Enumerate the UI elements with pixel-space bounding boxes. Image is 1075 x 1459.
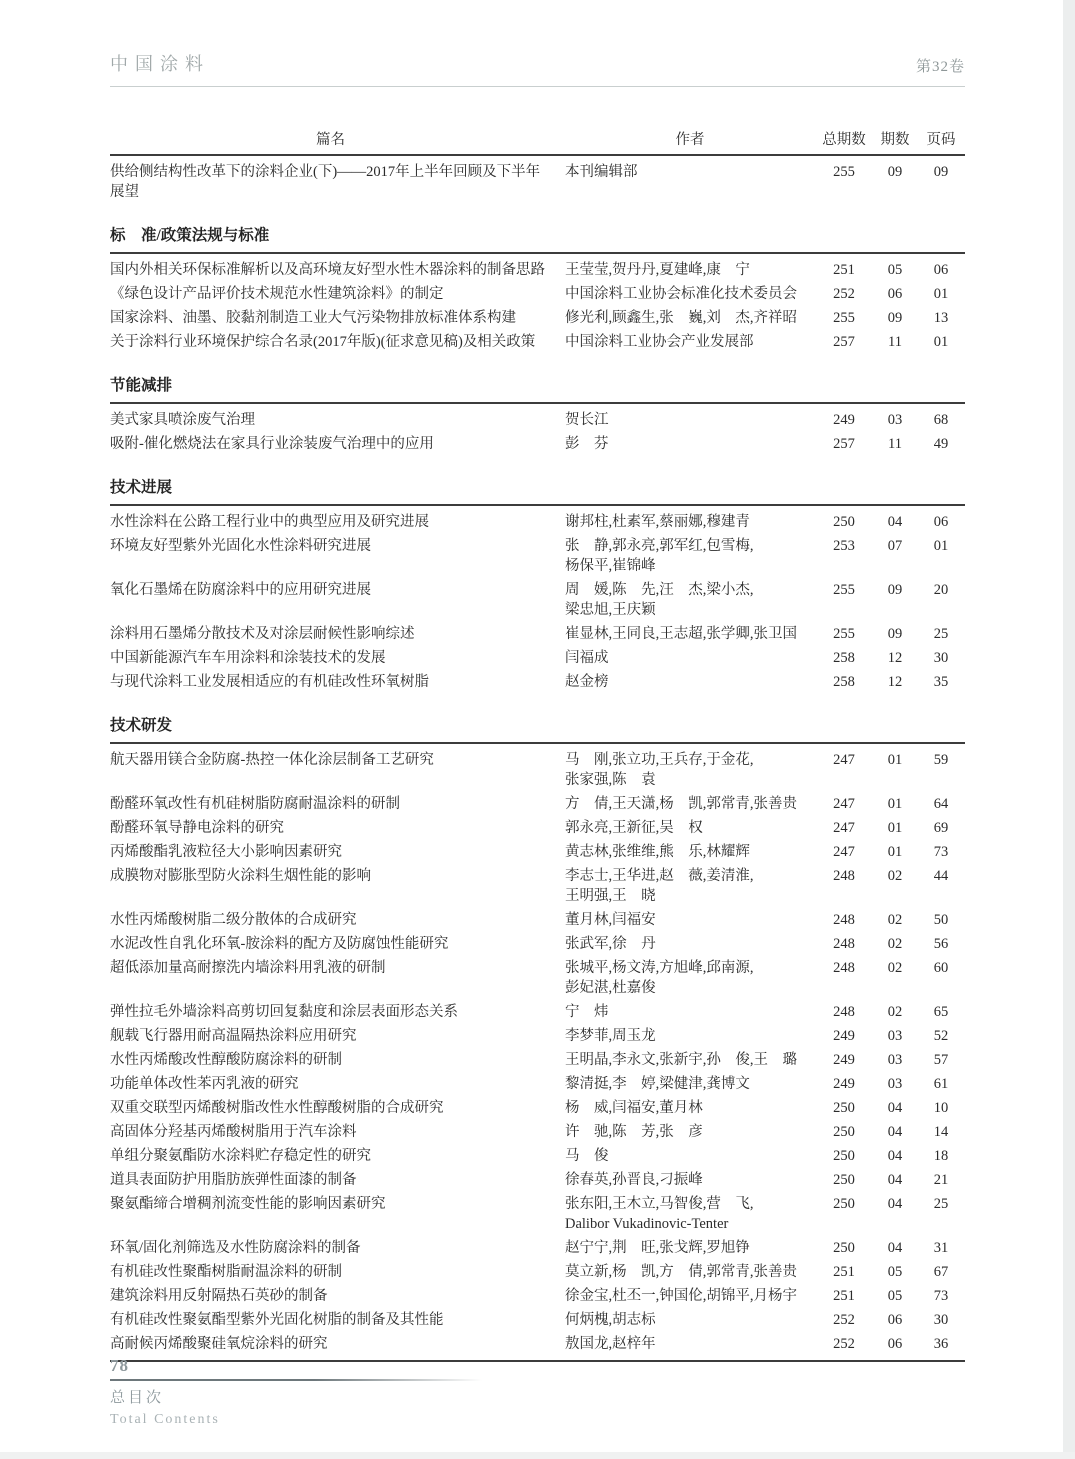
total-issue-number: 252 <box>833 1312 855 1328</box>
page-number: 31 <box>933 1240 949 1256</box>
section-header: 技术研发 <box>110 716 965 744</box>
page-number: 59 <box>933 752 949 768</box>
page-number: 57 <box>933 1052 949 1068</box>
article-authors <box>565 512 815 532</box>
article-authors <box>565 842 815 862</box>
article-authors <box>565 260 815 280</box>
article-authors <box>565 1122 815 1142</box>
page-number: 18 <box>933 1148 949 1164</box>
table-row <box>110 408 965 432</box>
article-title: 美式家具喷涂废气治理 <box>110 412 255 428</box>
article-title: 环境友好型紫外光固化水性涂料研究进展 <box>110 538 371 554</box>
total-issue-number: 250 <box>833 1124 855 1140</box>
total-issue-number: 248 <box>833 960 855 976</box>
footer-title-cn: 总目次 <box>110 1390 165 1406</box>
author-line: 梁忠旭,王庆颖 <box>565 602 656 618</box>
article-title: 水泥改性自乳化环氧-胺涂料的配方及防腐蚀性能研究 <box>110 936 449 952</box>
article-authors <box>565 1002 815 1022</box>
article-title: 弹性拉毛外墙涂料高剪切回复黏度和涂层表面形态关系 <box>110 1004 458 1020</box>
author-line: 杨保平,崔锦峰 <box>565 558 656 574</box>
page-number: 21 <box>933 1172 949 1188</box>
author-line: 徐春英,孙晋良,刁振峰 <box>565 1172 703 1188</box>
author-line: 彭 芬 <box>565 436 609 452</box>
issue-number: 04 <box>887 1124 903 1140</box>
page-number: 52 <box>933 1028 949 1044</box>
section-header: 标 准/政策法规与标准 <box>110 226 965 254</box>
table-row <box>110 160 965 204</box>
page-number: 65 <box>933 1004 949 1020</box>
volume-label: 第32卷 <box>915 59 965 75</box>
column-header-issue: 期数 <box>880 132 910 148</box>
table-header-row <box>110 128 965 156</box>
article-title: 与现代涂料工业发展相适应的有机硅改性环氧树脂 <box>110 674 429 690</box>
author-line: 黄志林,张维维,熊 乐,林耀辉 <box>565 844 750 860</box>
article-title: 水性涂料在公路工程行业中的典型应用及研究进展 <box>110 514 429 530</box>
table-row <box>110 1192 965 1236</box>
page-number: 67 <box>933 1264 949 1280</box>
issue-number: 04 <box>887 1240 903 1256</box>
table-row <box>110 578 965 622</box>
total-issue-number: 251 <box>833 262 855 278</box>
page-number: 30 <box>933 650 949 666</box>
article-authors <box>565 1098 815 1118</box>
issue-number: 01 <box>887 796 903 812</box>
article-authors <box>565 1238 815 1258</box>
author-line: 马 刚,张立功,王兵存,于金花, <box>565 752 754 768</box>
table-row <box>110 258 965 282</box>
author-line: 杨 威,闫福安,董月林 <box>565 1100 703 1116</box>
author-line: 李志士,王华进,赵 薇,姜清淮, <box>565 868 754 884</box>
issue-number: 05 <box>887 262 903 278</box>
article-authors <box>565 624 815 644</box>
journal-name: 中国涂料 <box>110 54 210 74</box>
author-line: 许 驰,陈 芳,张 彦 <box>565 1124 703 1140</box>
table-row <box>110 534 965 578</box>
total-issue-number: 258 <box>833 650 855 666</box>
issue-number: 05 <box>887 1264 903 1280</box>
article-title: 高固体分羟基丙烯酸树脂用于汽车涂料 <box>110 1124 357 1140</box>
issue-number: 03 <box>887 1028 903 1044</box>
article-title: 吸附-催化燃烧法在家具行业涂装废气治理中的应用 <box>110 436 434 452</box>
author-line: 董月林,闫福安 <box>565 912 656 928</box>
article-authors <box>565 1262 815 1282</box>
issue-number: 02 <box>887 868 903 884</box>
total-issue-number: 255 <box>833 582 855 598</box>
article-title: 聚氨酯缔合增稠剂流变性能的影响因素研究 <box>110 1196 386 1212</box>
table-row <box>110 1236 965 1260</box>
issue-number: 02 <box>887 960 903 976</box>
article-authors <box>565 1310 815 1330</box>
author-line: 敖国龙,赵梓年 <box>565 1336 656 1352</box>
page-edge-shade-right <box>1063 0 1075 1459</box>
article-title: 水性丙烯酸改性醇酸防腐涂料的研制 <box>110 1052 342 1068</box>
page-number: 69 <box>933 820 949 836</box>
page-number: 10 <box>933 1100 949 1116</box>
author-line: 彭妃湛,杜嘉俊 <box>565 980 656 996</box>
total-issue-number: 248 <box>833 868 855 884</box>
article-authors <box>565 794 815 814</box>
table-row <box>110 1120 965 1144</box>
article-authors <box>565 672 815 692</box>
total-issue-number: 251 <box>833 1288 855 1304</box>
total-issue-number: 257 <box>833 436 855 452</box>
article-authors <box>565 1334 815 1354</box>
article-title: 有机硅改性聚酯树脂耐温涂料的研制 <box>110 1264 342 1280</box>
article-title: 中国新能源汽车车用涂料和涂装技术的发展 <box>110 650 386 666</box>
total-issue-number: 249 <box>833 1076 855 1092</box>
author-line: 方 倩,王天潇,杨 凯,郭常青,张善贵 <box>565 796 797 812</box>
issue-number: 12 <box>887 674 903 690</box>
article-authors <box>565 434 815 454</box>
table-row <box>110 306 965 330</box>
page-edge-shade-bottom <box>0 1452 1075 1459</box>
article-title: 舰载飞行器用耐高温隔热涂料应用研究 <box>110 1028 357 1044</box>
page-number: 09 <box>933 164 949 180</box>
issue-number: 02 <box>887 1004 903 1020</box>
article-authors <box>565 1146 815 1166</box>
article-title: 国家涂料、油墨、胶黏剂制造工业大气污染物排放标准体系构建 <box>110 310 516 326</box>
table-row <box>110 622 965 646</box>
total-issue-number: 249 <box>833 412 855 428</box>
table-row <box>110 864 965 908</box>
issue-number: 01 <box>887 820 903 836</box>
page-number: 60 <box>933 960 949 976</box>
column-header-page: 页码 <box>926 132 956 148</box>
issue-number: 02 <box>887 912 903 928</box>
table-row <box>110 670 965 694</box>
total-issue-number: 255 <box>833 164 855 180</box>
issue-number: 04 <box>887 1148 903 1164</box>
table-row <box>110 1048 965 1072</box>
issue-number: 06 <box>887 1312 903 1328</box>
table-row <box>110 748 965 792</box>
column-header-title: 篇名 <box>316 132 345 148</box>
table-row <box>110 956 965 1000</box>
author-line: 本刊编辑部 <box>565 164 638 180</box>
author-line: 贺长江 <box>565 412 609 428</box>
column-header-authors: 作者 <box>675 132 705 148</box>
issue-number: 02 <box>887 936 903 952</box>
table-row <box>110 1284 965 1308</box>
article-title: 环氧/固化剂筛选及水性防腐涂料的制备 <box>110 1240 361 1256</box>
total-issue-number: 255 <box>833 626 855 642</box>
author-line: 中国涂料工业协会标准化技术委员会 <box>565 286 797 302</box>
issue-number: 04 <box>887 514 903 530</box>
author-line: 崔显林,王同良,王志超,张学卿,张卫国 <box>565 626 797 642</box>
page-number: 61 <box>933 1076 949 1092</box>
section-header: 节能减排 <box>110 376 965 404</box>
table-row <box>110 432 965 456</box>
article-title: 国内外相关环保标准解析以及高环境友好型水性木器涂料的制备思路 <box>110 262 545 278</box>
issue-number: 11 <box>888 436 902 452</box>
table-row <box>110 1308 965 1332</box>
page-number: 56 <box>933 936 949 952</box>
article-title: 供给侧结构性改革下的涂料企业(下)——2017年上半年回顾及下半年展望 <box>110 164 541 200</box>
table-row <box>110 1096 965 1120</box>
total-issue-number: 252 <box>833 286 855 302</box>
article-authors <box>565 1194 815 1234</box>
article-authors <box>565 750 815 790</box>
issue-number: 09 <box>887 164 903 180</box>
page-number: 50 <box>933 912 949 928</box>
total-issue-number: 249 <box>833 1028 855 1044</box>
article-title: 成膜物对膨胀型防火涂料生烟性能的影响 <box>110 868 371 884</box>
folio-number: 78 <box>110 1356 129 1375</box>
issue-number: 09 <box>887 310 903 326</box>
article-title: 功能单体改性苯丙乳液的研究 <box>110 1076 299 1092</box>
total-issue-number: 253 <box>833 538 855 554</box>
total-issue-number: 247 <box>833 820 855 836</box>
table-row <box>110 330 965 354</box>
issue-number: 03 <box>887 1076 903 1092</box>
issue-number: 01 <box>887 752 903 768</box>
page-number: 25 <box>933 626 949 642</box>
author-line: 张东阳,王木立,马智俊,营 飞, <box>565 1196 754 1212</box>
table-body <box>110 156 965 1356</box>
total-issue-number: 247 <box>833 752 855 768</box>
total-issue-number: 249 <box>833 1052 855 1068</box>
page-number: 25 <box>933 1196 949 1212</box>
table-row <box>110 1144 965 1168</box>
table-row <box>110 816 965 840</box>
author-line: 中国涂料工业协会产业发展部 <box>565 334 754 350</box>
table-row <box>110 510 965 534</box>
article-authors <box>565 308 815 328</box>
article-authors <box>565 934 815 954</box>
article-authors <box>565 1050 815 1070</box>
table-row <box>110 792 965 816</box>
article-authors <box>565 536 815 576</box>
author-line: 赵金榜 <box>565 674 609 690</box>
total-issue-number: 250 <box>833 1196 855 1212</box>
author-line: 王明强,王 晓 <box>565 888 656 904</box>
issue-number: 01 <box>887 844 903 860</box>
total-issue-number: 247 <box>833 796 855 812</box>
issue-number: 06 <box>887 286 903 302</box>
article-authors <box>565 410 815 430</box>
table-row <box>110 282 965 306</box>
article-title: 酚醛环氧导静电涂料的研究 <box>110 820 284 836</box>
article-title: 单组分聚氨酯防水涂料贮存稳定性的研究 <box>110 1148 371 1164</box>
issue-number: 09 <box>887 582 903 598</box>
section-header: 技术进展 <box>110 478 965 506</box>
article-authors <box>565 284 815 304</box>
article-title: 《绿色设计产品评价技术规范水性建筑涂料》的制定 <box>110 286 444 302</box>
issue-number: 05 <box>887 1288 903 1304</box>
author-line: 张家强,陈 袁 <box>565 772 656 788</box>
total-issue-number: 248 <box>833 1004 855 1020</box>
page-number: 01 <box>933 538 949 554</box>
total-issue-number: 251 <box>833 1264 855 1280</box>
article-authors <box>565 1074 815 1094</box>
article-authors <box>565 1170 815 1190</box>
article-title: 建筑涂料用反射隔热石英砂的制备 <box>110 1288 328 1304</box>
author-line: 张城平,杨文涛,方旭峰,邱南源, <box>565 960 754 976</box>
page-number: 01 <box>933 334 949 350</box>
article-authors <box>565 648 815 668</box>
author-line: 李梦菲,周玉龙 <box>565 1028 656 1044</box>
total-issue-number: 252 <box>833 1336 855 1352</box>
table-row <box>110 932 965 956</box>
author-line: 宁 炜 <box>565 1004 609 1020</box>
page-header <box>110 50 965 87</box>
author-line: 徐金宝,杜丕一,钟国伦,胡锦平,月杨宇 <box>565 1288 797 1304</box>
author-line: 马 俊 <box>565 1148 609 1164</box>
article-authors <box>565 818 815 838</box>
total-issue-number: 257 <box>833 334 855 350</box>
page-number: 44 <box>933 868 949 884</box>
issue-number: 03 <box>887 412 903 428</box>
total-issue-number: 250 <box>833 1240 855 1256</box>
article-title: 航天器用镁合金防腐-热控一体化涂层制备工艺研究 <box>110 752 434 768</box>
article-title: 高耐候丙烯酸聚硅氧烷涂料的研究 <box>110 1336 328 1352</box>
article-title: 双重交联型丙烯酸树脂改性水性醇酸树脂的合成研究 <box>110 1100 444 1116</box>
total-issue-number: 250 <box>833 514 855 530</box>
author-line: 黎清挺,李 婷,梁健津,龚博文 <box>565 1076 750 1092</box>
article-authors <box>565 866 815 906</box>
article-authors <box>565 162 815 182</box>
table-row <box>110 840 965 864</box>
page-number: 73 <box>933 1288 949 1304</box>
author-line: 谢邦柱,杜素军,蔡丽娜,穆建青 <box>565 514 750 530</box>
article-title: 涂料用石墨烯分散技术及对涂层耐候性影响综述 <box>110 626 415 642</box>
article-authors <box>565 958 815 998</box>
total-issue-number: 250 <box>833 1148 855 1164</box>
page-number: 06 <box>933 262 949 278</box>
footer-title-en: Total Contents <box>110 1412 220 1427</box>
article-title: 酚醛环氧改性有机硅树脂防腐耐温涂料的研制 <box>110 796 400 812</box>
total-issue-number: 248 <box>833 936 855 952</box>
total-issue-number: 255 <box>833 310 855 326</box>
author-line: 王明晶,李永文,张新宇,孙 俊,王 璐 <box>565 1052 797 1068</box>
article-title: 水性丙烯酸树脂二级分散体的合成研究 <box>110 912 357 928</box>
article-title: 氧化石墨烯在防腐涂料中的应用研究进展 <box>110 582 371 598</box>
author-line: Dalibor Vukadinovic-Tenter <box>565 1216 729 1232</box>
page-number: 20 <box>933 582 949 598</box>
issue-number: 11 <box>888 334 902 350</box>
author-line: 赵宁宁,荆 旺,张戈辉,罗旭铮 <box>565 1240 750 1256</box>
total-issue-number: 258 <box>833 674 855 690</box>
table-row <box>110 646 965 670</box>
issue-number: 04 <box>887 1196 903 1212</box>
author-line: 何炳槐,胡志标 <box>565 1312 656 1328</box>
table-row <box>110 1168 965 1192</box>
total-issue-number: 250 <box>833 1172 855 1188</box>
issue-number: 04 <box>887 1172 903 1188</box>
issue-number: 04 <box>887 1100 903 1116</box>
article-authors <box>565 910 815 930</box>
page-number: 73 <box>933 844 949 860</box>
page-number: 01 <box>933 286 949 302</box>
table-row <box>110 1000 965 1024</box>
author-line: 郭永亮,王新征,吴 权 <box>565 820 703 836</box>
article-title: 关于涂料行业环境保护综合名录(2017年版)(征求意见稿)及相关政策 <box>110 334 536 350</box>
author-line: 张 静,郭永亮,郭军红,包雪梅, <box>565 538 754 554</box>
issue-number: 06 <box>887 1336 903 1352</box>
table-row <box>110 1260 965 1284</box>
page-number: 36 <box>933 1336 949 1352</box>
total-issue-number: 247 <box>833 844 855 860</box>
issue-number: 12 <box>887 650 903 666</box>
folio-rule <box>110 1379 482 1381</box>
article-title: 道具表面防护用脂肪族弹性面漆的制备 <box>110 1172 357 1188</box>
article-title: 丙烯酸酯乳液粒径大小影响因素研究 <box>110 844 342 860</box>
article-authors <box>565 332 815 352</box>
author-line: 王莹莹,贺丹丹,夏建峰,康 宁 <box>565 262 750 278</box>
author-line: 周 媛,陈 先,汪 杰,梁小杰, <box>565 582 754 598</box>
page-number: 14 <box>933 1124 949 1140</box>
issue-number: 07 <box>887 538 903 554</box>
table-row <box>110 1332 965 1356</box>
author-line: 闫福成 <box>565 650 609 666</box>
article-title: 有机硅改性聚氨酯型紫外光固化树脂的制备及其性能 <box>110 1312 444 1328</box>
column-header-total-issue: 总期数 <box>822 132 866 148</box>
table-row <box>110 1072 965 1096</box>
article-authors <box>565 1026 815 1046</box>
total-issue-number: 250 <box>833 1100 855 1116</box>
article-title: 超低添加量高耐擦洗内墙涂料用乳液的研制 <box>110 960 386 976</box>
page-number: 13 <box>933 310 949 326</box>
page-number: 35 <box>933 674 949 690</box>
page-number: 06 <box>933 514 949 530</box>
table-row <box>110 908 965 932</box>
page-number: 30 <box>933 1312 949 1328</box>
toc-table <box>110 128 965 1362</box>
author-line: 张武军,徐 丹 <box>565 936 656 952</box>
article-authors <box>565 1286 815 1306</box>
table-row <box>110 1024 965 1048</box>
page-number: 68 <box>933 412 949 428</box>
issue-number: 03 <box>887 1052 903 1068</box>
author-line: 修光利,顾鑫生,张 巍,刘 杰,齐祥昭 <box>565 310 797 326</box>
total-issue-number: 248 <box>833 912 855 928</box>
author-line: 莫立新,杨 凯,方 倩,郭常青,张善贵 <box>565 1264 797 1280</box>
page-number: 64 <box>933 796 949 812</box>
article-authors <box>565 580 815 620</box>
page-number: 49 <box>933 436 949 452</box>
issue-number: 09 <box>887 626 903 642</box>
page-footer <box>110 1356 510 1429</box>
